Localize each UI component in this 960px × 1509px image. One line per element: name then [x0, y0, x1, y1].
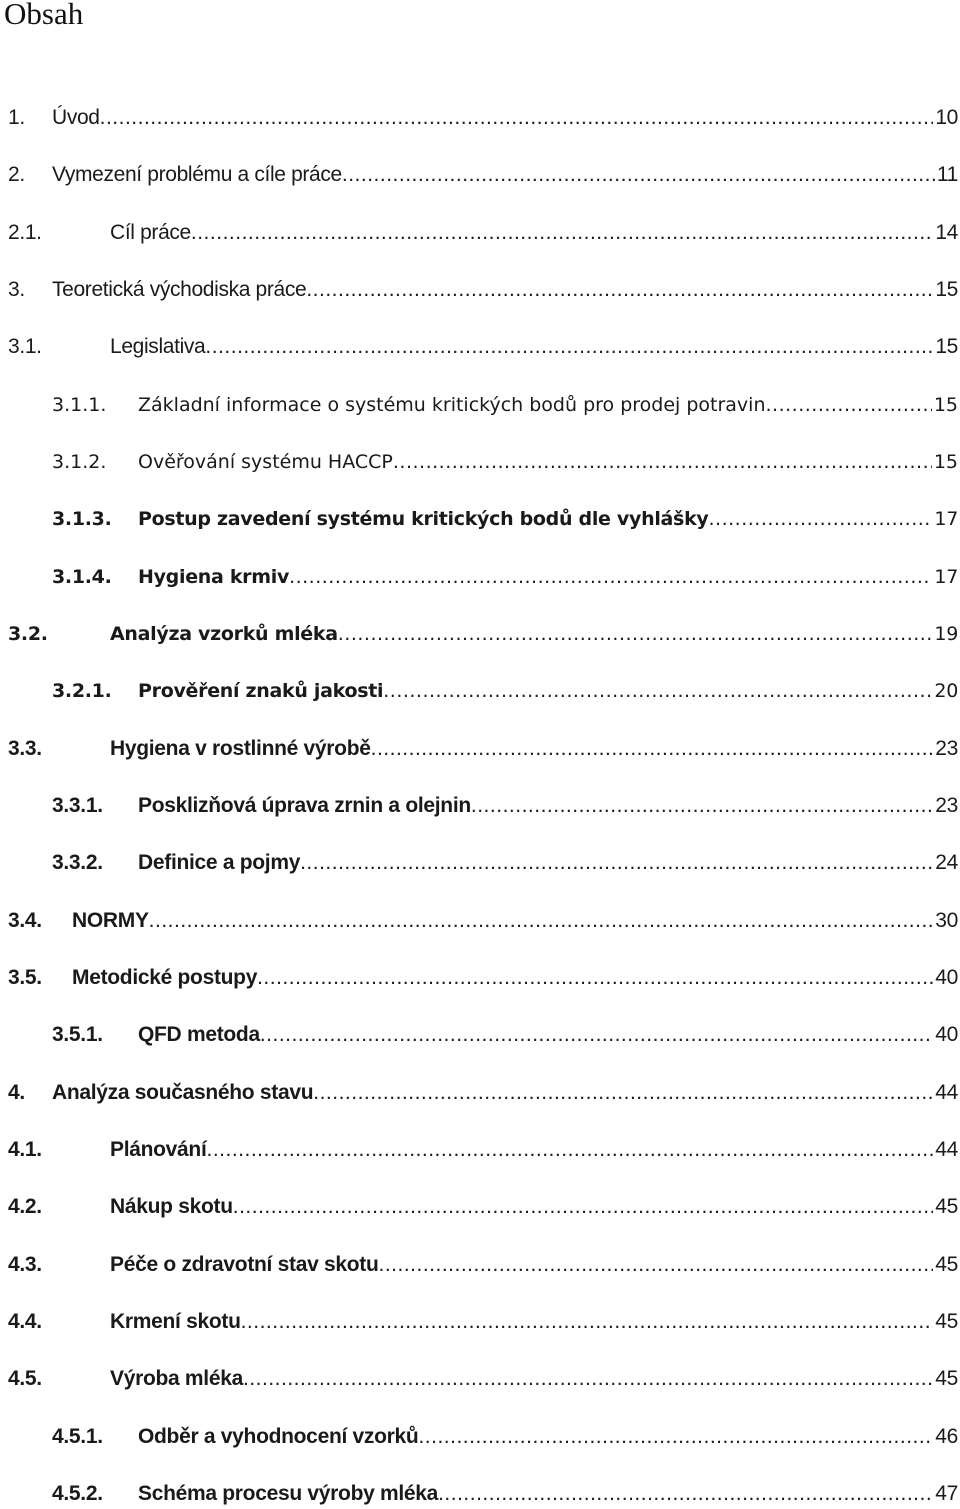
toc-entry-number: 3.5. [8, 966, 42, 989]
toc-entry-page-number: 15 [935, 335, 958, 358]
toc-entry-number: 2.1. [8, 221, 42, 244]
page-title: Obsah [4, 0, 84, 31]
toc-entry[interactable] [52, 1481, 958, 1507]
toc-entry[interactable] [8, 220, 958, 246]
toc-entry-number: 4.1. [8, 1138, 42, 1161]
toc-entry-number: 1. [8, 106, 25, 129]
toc-entry-page-number: 46 [935, 1425, 958, 1448]
toc-entry-title: Odběr a vyhodnocení vzorků [138, 1425, 419, 1448]
toc-dot-leader [260, 1022, 933, 1048]
toc-entry-number: 3.1.2. [52, 451, 107, 473]
toc-entry-number: 4. [8, 1081, 25, 1104]
toc-entry-number: 3.3.1. [52, 794, 103, 817]
toc-entry-page-number: 45 [935, 1195, 958, 1218]
toc-entry[interactable] [8, 736, 958, 762]
toc-entry-title: Cíl práce [110, 221, 191, 244]
toc-entry[interactable] [52, 1424, 958, 1450]
toc-entry[interactable] [8, 621, 958, 647]
toc-entry-number: 4.2. [8, 1195, 42, 1218]
toc-entry-number: 4.5.2. [52, 1482, 103, 1505]
toc-entry[interactable] [8, 105, 958, 131]
toc-entry[interactable] [52, 449, 958, 475]
toc-entry-page-number: 20 [934, 680, 958, 702]
toc-entry-page-number: 23 [935, 737, 958, 760]
toc-dot-leader [438, 1481, 933, 1507]
toc-dot-leader [766, 392, 932, 418]
toc-entry-page-number: 44 [935, 1138, 958, 1161]
toc-entry-page-number: 40 [935, 966, 958, 989]
toc-dot-leader [191, 220, 933, 246]
toc-entry-number: 3.3. [8, 737, 42, 760]
toc-entry-page-number: 23 [935, 794, 958, 817]
toc-entry-page-number: 15 [933, 394, 958, 416]
toc-entry-number: 4.5. [8, 1367, 42, 1390]
toc-dot-leader [393, 449, 932, 475]
toc-entry-number: 3.5.1. [52, 1023, 103, 1046]
toc-entry-number: 3.2.1. [52, 680, 112, 702]
toc-entry-number: 3.1.4. [52, 566, 112, 588]
toc-entry-number: 3.1. [8, 335, 42, 358]
toc-entry[interactable] [52, 506, 958, 532]
toc-entry-title: Nákup skotu [110, 1195, 233, 1218]
toc-entry[interactable] [52, 678, 958, 704]
toc-entry-page-number: 45 [935, 1367, 958, 1390]
toc-dot-leader [300, 850, 933, 876]
toc-entry-number: 4.3. [8, 1253, 42, 1276]
toc-dot-leader [371, 736, 934, 762]
toc-entry-number: 3.1.1. [52, 394, 107, 416]
toc-dot-leader [289, 564, 932, 590]
toc-dot-leader [338, 621, 933, 647]
toc-entry-page-number: 15 [933, 451, 958, 473]
toc-entry[interactable] [52, 793, 958, 819]
toc-dot-leader [418, 1424, 933, 1450]
toc-entry-title: Analýza vzorků mléka [110, 623, 338, 645]
toc-entry-page-number: 15 [935, 278, 958, 301]
toc-entry-number: 4.4. [8, 1310, 42, 1333]
toc-entry-number: 3. [8, 278, 25, 301]
toc-entry-page-number: 17 [934, 566, 958, 588]
toc-entry[interactable] [8, 1366, 958, 1392]
toc-entry-title: Ověřování systému HACCP [138, 451, 393, 473]
toc-dot-leader [471, 793, 933, 819]
toc-entry[interactable] [8, 277, 958, 303]
toc-entry-title: Výroba mléka [110, 1367, 243, 1390]
toc-entry-title: Analýza současného stavu [52, 1081, 314, 1104]
toc-dot-leader [379, 1252, 934, 1278]
toc-dot-leader [233, 1194, 934, 1220]
toc-entry-title: Hygiena krmiv [138, 566, 290, 588]
toc-entry-title: Vymezení problému a cíle práce [52, 163, 342, 186]
toc-entry-title: Metodické postupy [72, 966, 258, 989]
toc-entry-title: Postup zavedení systému kritických bodů dle vyhlášky [138, 508, 709, 530]
toc-entry-page-number: 17 [934, 508, 958, 530]
toc-entry-page-number: 11 [936, 163, 958, 186]
toc-entry-number: 3.4. [8, 909, 42, 932]
toc-entry-title: Teoretická východiska práce [52, 278, 307, 301]
toc-entry-page-number: 45 [935, 1253, 958, 1276]
toc-entry-title: Definice a pojmy [138, 851, 301, 874]
toc-entry[interactable] [8, 334, 958, 360]
toc-entry-title: NORMY [72, 909, 149, 932]
toc-entry-number: 3.3.2. [52, 851, 103, 874]
toc-entry[interactable] [8, 908, 958, 934]
toc-entry-title: QFD metoda [138, 1023, 260, 1046]
toc-entry-page-number: 30 [935, 909, 958, 932]
toc-entry-title: Plánování [110, 1138, 207, 1161]
toc-entry[interactable] [8, 1137, 958, 1163]
toc-entry-page-number: 14 [935, 221, 958, 244]
toc-entry-number: 3.2. [8, 623, 48, 645]
toc-entry-title: Úvod [52, 106, 100, 129]
toc-dot-leader [709, 506, 933, 532]
toc-dot-leader [306, 277, 933, 303]
toc-entry-title: Hygiena v rostlinné výrobě [110, 737, 371, 760]
toc-dot-leader [383, 678, 932, 704]
toc-entry[interactable] [8, 1080, 958, 1106]
toc-entry[interactable] [52, 850, 958, 876]
toc-dot-leader [241, 1309, 934, 1335]
toc-dot-leader [243, 1366, 933, 1392]
toc-entry[interactable] [8, 1252, 958, 1278]
toc-entry-title: Prověření znaků jakosti [138, 680, 384, 702]
toc-entry-page-number: 19 [934, 623, 958, 645]
toc-dot-leader [207, 1137, 934, 1163]
toc-entry-title: Posklizňová úprava zrnin a olejnin [138, 794, 471, 817]
toc-entry[interactable] [52, 1022, 958, 1048]
toc-entry-number: 4.5.1. [52, 1425, 103, 1448]
toc-entry[interactable] [8, 965, 958, 991]
toc-entry-title: Legislativa [110, 335, 206, 358]
toc-dot-leader [257, 965, 933, 991]
toc-entry-title: Krmení skotu [110, 1310, 241, 1333]
toc-entry-title: Péče o zdravotní stav skotu [110, 1253, 379, 1276]
toc-dot-leader [313, 1080, 933, 1106]
toc-entry-title: Základní informace o systému kritických bodů pro prodej potravin [138, 394, 766, 416]
toc-entry[interactable] [8, 1309, 958, 1335]
toc-entry-number: 2. [8, 163, 25, 186]
toc-entry-number: 3.1.3. [52, 508, 112, 530]
toc-entry-page-number: 45 [935, 1310, 958, 1333]
toc-dot-leader [100, 105, 934, 131]
toc-entry[interactable] [8, 162, 958, 188]
toc-entry[interactable] [52, 564, 958, 590]
toc-entry-page-number: 10 [935, 106, 958, 129]
toc-dot-leader [342, 162, 935, 188]
toc-entry-page-number: 24 [935, 851, 958, 874]
toc-entry[interactable] [52, 392, 958, 418]
toc-entry[interactable] [8, 1194, 958, 1220]
toc-dot-leader [205, 334, 933, 360]
toc-entry-title: Schéma procesu výroby mléka [138, 1482, 439, 1505]
toc-entry-page-number: 44 [935, 1081, 958, 1104]
toc-entry-page-number: 40 [935, 1023, 958, 1046]
toc-entry-page-number: 47 [935, 1482, 958, 1505]
toc-dot-leader [149, 908, 934, 934]
